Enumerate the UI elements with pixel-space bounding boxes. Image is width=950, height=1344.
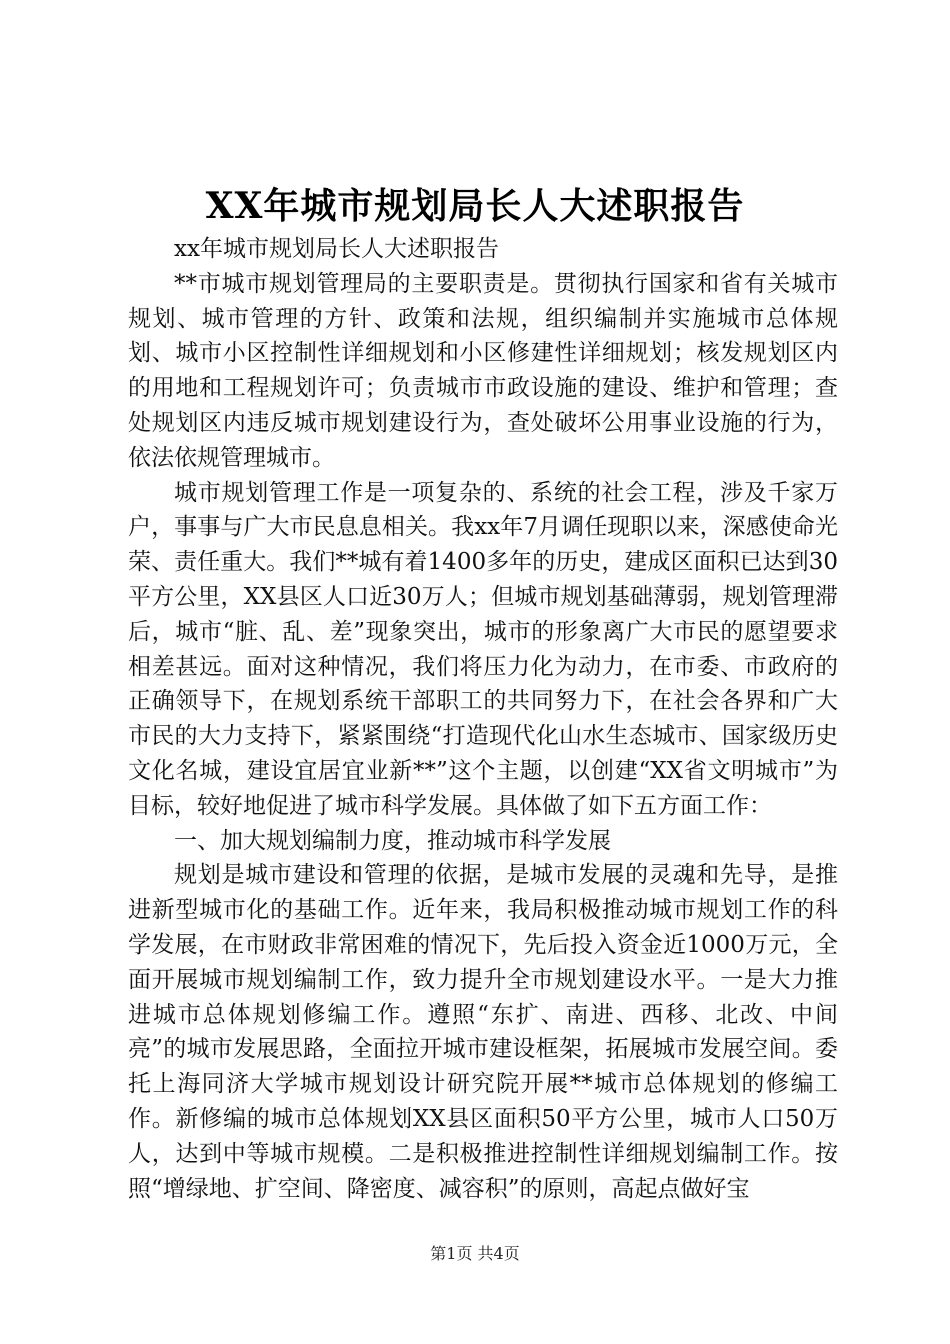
section-heading: 一、加大规划编制力度，推动城市科学发展 <box>174 827 611 854</box>
document-body <box>128 232 838 1206</box>
body-paragraph: 规划是城市建设和管理的依据，是城市发展的灵魂和先导，是推进新型城市化的基础工作。近年来，我局积极推动城市规划工作的科学发展，在市财政非常困难的情况下，先后投入资金近1000万元，全面开展城市规划编制工作，致力提升全市规划建设水平。一是大力推进城市总体规划修编工作。遵照“东扩、南进、西移、北改、中间亮”的城市发展思路，全面拉开城市建设框架，拓展城市发展空间。委托上海同济大学城市规划设计研究院开展**城市总体规划的修编工作。新修编的城市总体规划XX县区面积50平方公里，城市人口50万人，达到中等城市规模。二是积极推进控制性详细规划编制工作。按照“增绿地、扩空间、降密度、减容积”的原则，高起点做好宝 <box>128 862 838 1202</box>
page-footer: 第1页 共4页 <box>430 1244 520 1263</box>
body-paragraph: **市城市规划管理局的主要职责是。贯彻执行国家和省有关城市规划、城市管理的方针、政策和法规，组织编制并实施城市总体规划、城市小区控制性详细规划和小区修建性详细规划；核发规划区内的用地和工程规划许可；负责城市市政设施的建设、维护和管理；查处规划区内违反城市规划建设行为，查处破坏公用事业设施的行为，依法依规管理城市。 <box>128 270 838 471</box>
document-title: XX年城市规划局长人大述职报告 <box>205 185 745 227</box>
body-paragraph: 城市规划管理工作是一项复杂的、系统的社会工程，涉及千家万户，事事与广大市民息息相关。我xx年7月调任现职以来，深感使命光荣、责任重大。我们**城有着1400多年的历史，建成区面积已达到30平方公里，XX县区人口近30万人；但城市规划基础薄弱，规划管理滞后，城市“脏、乱、差”现象突出，城市的形象离广大市民的愿望要求相差甚远。面对这种情况，我们将压力化为动力，在市委、市政府的正确领导下，在规划系统干部职工的共同努力下，在社会各界和广大市民的大力支持下，紧紧围绕“打造现代化山水生态城市、国家级历史文化名城，建设宜居宜业新**”这个主题，以创建“XX省文明城市”为目标，较好地促进了城市科学发展。具体做了如下五方面工作： <box>128 479 838 819</box>
subtitle-paragraph: xx年城市规划局长人大述职报告 <box>174 236 499 262</box>
